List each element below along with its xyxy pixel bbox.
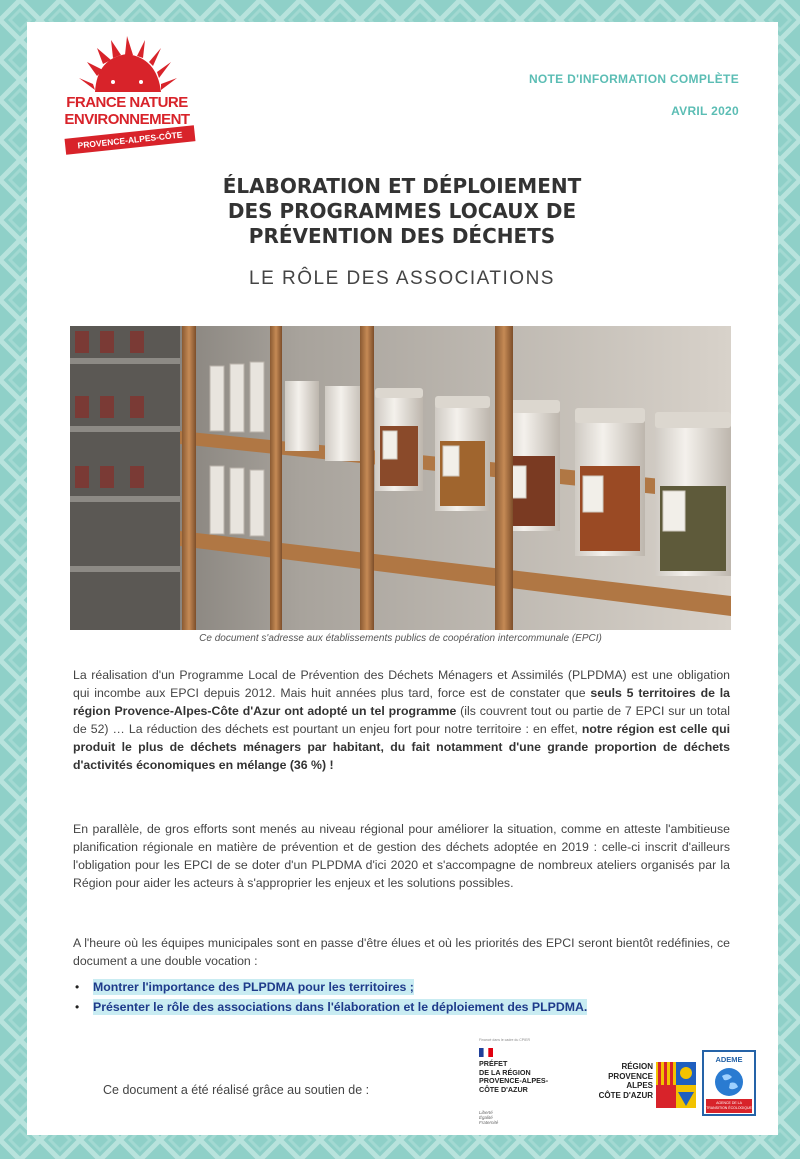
hedgehog-icon bbox=[57, 36, 197, 96]
motto-line: Égalité bbox=[479, 1115, 493, 1120]
motto-line: Fraternité bbox=[479, 1120, 499, 1125]
region-text bbox=[587, 1062, 653, 1100]
logo-line-1: FRANCE NATURE bbox=[66, 94, 188, 111]
logo-line-2: ENVIRONNEMENT bbox=[64, 111, 190, 128]
paragraph-1-text-a: La réalisation d'un Programme Local de Prévention des Déchets Ménagers et Assimilés (PLPDMA) est une obligation qui incombe aux EPCI depuis 2012. Mais huit années plus tard, force est de constater que bbox=[73, 668, 730, 700]
region-logo bbox=[587, 1062, 697, 1112]
prefet-line: PRÉFET bbox=[479, 1059, 508, 1068]
list-item bbox=[73, 977, 730, 997]
prefet-logo bbox=[479, 1038, 579, 1128]
list-item bbox=[73, 997, 730, 1017]
ademe-tagline: AGENCE DE LA TRANSITION ÉCOLOGIQUE bbox=[706, 1099, 752, 1113]
region-line: PROVENCE bbox=[608, 1071, 653, 1081]
title-line-3: PRÉVENTION DES DÉCHETS bbox=[248, 224, 556, 248]
motto-line: Liberté bbox=[479, 1110, 493, 1115]
list-item-text: Montrer l'importance des PLPDMA pour les territoires ; bbox=[93, 980, 414, 994]
bullet-icon: • bbox=[75, 1000, 80, 1014]
paragraph-1 bbox=[73, 666, 730, 774]
title-line-1: ÉLABORATION ET DÉPLOIEMENT bbox=[222, 174, 582, 198]
bullet-icon: • bbox=[75, 980, 80, 994]
region-line: CÔTE D'AZUR bbox=[598, 1090, 653, 1100]
paragraph-1-text-b: (ils couvrent tout ou partie de 7 EPCI sur un total de 52) … La réduction des déchets est pourtant un enjeu fort pour notre territoire : en effet, bbox=[73, 704, 730, 736]
photo-caption: Ce document s'adresse aux établissements publics de coopération intercommunale (EPCI) bbox=[199, 633, 602, 644]
paragraph-1-text-c: ! bbox=[326, 758, 334, 772]
ademe-name: ADEME bbox=[715, 1055, 743, 1064]
vocation-list bbox=[73, 977, 730, 1017]
fne-logo bbox=[57, 36, 207, 163]
title-line-2: DES PROGRAMMES LOCAUX DE bbox=[227, 199, 577, 223]
support-text: Ce document a été réalisé grâce au soutien de : bbox=[103, 1083, 370, 1097]
paragraph-1-bold-a: seuls 5 territoires de la région Provence-Alpes-Côte d'Azur ont adopté un tel programme bbox=[73, 686, 730, 718]
logo-band: PROVENCE-ALPES-CÔTE D'AZUR bbox=[65, 125, 196, 155]
document-title bbox=[127, 174, 677, 249]
region-flag-icon bbox=[656, 1062, 696, 1108]
paragraph-2: En parallèle, de gros efforts sont menés au niveau régional pour améliorer la situation, comme en atteste l'ambitieuse planification régionale en matière de prévention et de gestion des déchets adoptée en 2019 : celle-ci inscrit d'ailleurs l'obligation pour les EPCI de se doter d'un PLPDMA d'ici 2020 et s'accompagne de nombreux ateliers organisés par la Région pour aider les acteurs à s'approprier les enjeux et les solutions possibles. bbox=[73, 822, 730, 890]
prefet-line: PROVENCE-ALPES- bbox=[479, 1076, 549, 1086]
note-type: NOTE D'INFORMATION COMPLÈTE bbox=[528, 72, 739, 86]
prefet-line: CÔTE D'AZUR bbox=[479, 1084, 528, 1094]
prefet-motto bbox=[479, 1110, 498, 1125]
note-date: AVRIL 2020 bbox=[671, 104, 739, 118]
globe-icon bbox=[714, 1067, 744, 1097]
bulk-store-jars-photo bbox=[70, 326, 731, 630]
document-subtitle: LE RÔLE DES ASSOCIATIONS bbox=[249, 268, 555, 289]
region-line: ALPES bbox=[626, 1081, 653, 1090]
document-page bbox=[27, 22, 778, 1135]
prefet-text bbox=[479, 1060, 548, 1094]
ademe-logo bbox=[702, 1050, 756, 1116]
french-flag-icon bbox=[479, 1048, 493, 1057]
prefet-funding-note: Financé dans le cadre du CPIER bbox=[479, 1038, 530, 1042]
region-line: RÉGION bbox=[621, 1062, 653, 1071]
paragraph-3: A l'heure où les équipes municipales sont en passe d'être élues et où les priorités des EPCI seront bientôt redéfinies, ce document a une double vocation : bbox=[73, 936, 730, 968]
paragraph-1-bold-b: notre région est celle qui produit le plus de déchets ménagers par habitant, du fait notamment d'une grande proportion de déchets d'activités économiques en mélange (36 %) bbox=[73, 722, 731, 772]
prefet-line: DE LA RÉGION bbox=[479, 1067, 531, 1077]
list-item-text: Présenter le rôle des associations dans l'élaboration et le déploiement des PLPDMA. bbox=[93, 1000, 588, 1014]
